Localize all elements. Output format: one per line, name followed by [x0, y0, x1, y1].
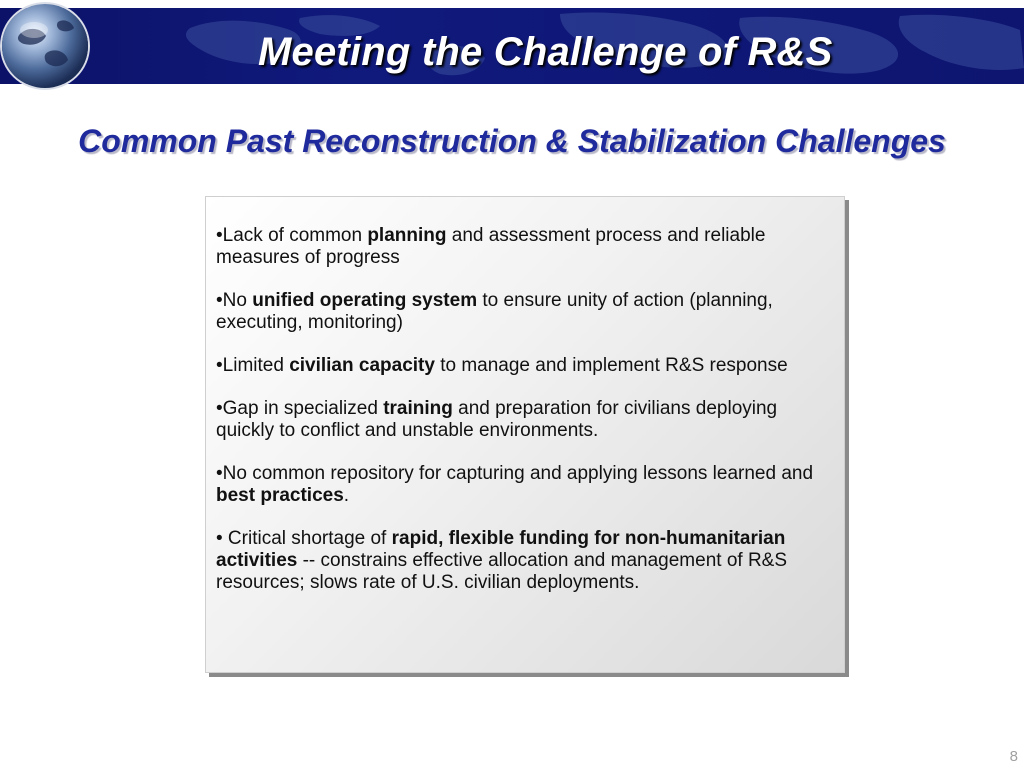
slide-subtitle: Common Past Reconstruction & Stabilization Challenges — [78, 123, 946, 159]
slide-title: Meeting the Challenge of R&S — [258, 30, 833, 74]
header-banner — [0, 8, 1024, 84]
bullet-item-funding — [216, 528, 832, 594]
bullet-emphasis: unified operating system — [252, 290, 478, 311]
bullet-item-planning — [216, 225, 832, 269]
bullet-text: •No common repository for capturing and applying lessons learned and — [216, 463, 814, 484]
content-box — [205, 196, 845, 673]
bullet-list — [206, 197, 844, 594]
bullet-emphasis: civilian capacity — [289, 355, 435, 376]
bullet-text: . — [343, 485, 350, 506]
bullet-item-best-practices — [216, 463, 832, 507]
bullet-text: •No — [216, 290, 253, 311]
bullet-item-operating-system — [216, 290, 832, 334]
bullet-text: •Limited — [216, 355, 290, 376]
bullet-emphasis: best practices — [216, 485, 344, 506]
bullet-text: to ensure unity of action (planning, executing, monitoring) — [216, 290, 773, 333]
bullet-text: and preparation for civilians deploying quickly to conflict and unstable environments. — [216, 398, 778, 441]
globe-icon — [2, 4, 88, 88]
page-number: 8 — [1009, 748, 1018, 765]
bullet-emphasis: planning — [367, 225, 447, 246]
bullet-item-training — [216, 398, 832, 442]
bullet-text: to manage and implement R&S response — [434, 355, 788, 376]
bullet-text: •Gap in specialized — [216, 398, 384, 419]
bullet-text: -- constrains effective allocation and management of R&S resources; slows rate of U.S. civilian deployments. — [216, 550, 788, 593]
bullet-text: • Critical shortage of — [216, 528, 392, 549]
bullet-item-civilian-capacity — [216, 355, 832, 377]
bullet-text: and assessment process and reliable measures of progress — [216, 225, 766, 268]
bullet-text: •Lack of common — [216, 225, 368, 246]
bullet-emphasis: training — [383, 398, 453, 419]
bullet-emphasis: rapid, flexible funding for non-humanitarian activities — [216, 528, 786, 571]
